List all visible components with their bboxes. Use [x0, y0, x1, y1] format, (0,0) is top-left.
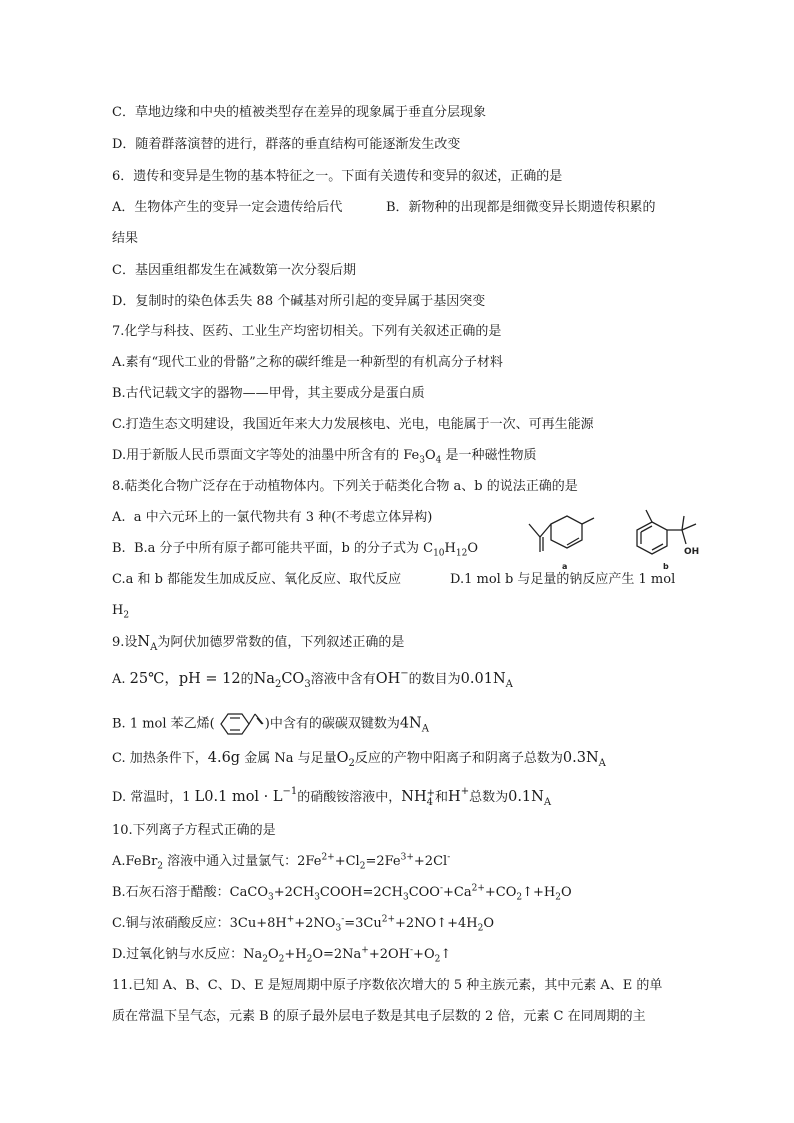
question-7: 7.化学与科技、医药、工业生产均密切相关。下列有关叙述正确的是 [112, 324, 502, 339]
option-6d: D．复制时的染色体丢失 88 个碱基对所引起的变异属于基因突变 [112, 294, 486, 309]
question-11-continued: 质在常温下呈气态，元素 B 的原子最外层电子数是其电子层数的 2 倍，元素 C 在同周期的主 [112, 1009, 646, 1024]
option-10b: B.石灰石溶于醋酸：$CaCO_3+2CH_3COOH=2CH_3COO^-+Ca^{2+}+CO_2↑+H_2O$ [112, 883, 572, 903]
option-8d-continued: $H_2$ [112, 603, 130, 621]
option-6c: C．基因重组都发生在减数第一次分裂后期 [112, 263, 356, 278]
option-10a: A.FeBr$_2$ 溶液中通入过量氯气：$2Fe^{2+}+Cl_2=2Fe^{3+}+2Cl^-$ [112, 852, 451, 872]
option-6b-continued: 结果 [112, 231, 139, 246]
option-8d: D.1 mol b 与足量的钠反应产生 1 mol [450, 572, 676, 587]
option-9b: B. 1 mol 苯乙烯( )中含有的碳碳双键数为$4N_A$ [112, 710, 429, 738]
molecule-a-label: a [562, 562, 568, 571]
option-7d: D.用于新版人民币票面文字等处的油墨中所含有的 $Fe_3O_4$ 是一种磁性物质 [112, 448, 537, 466]
option-7b: B.古代记载文字的器物——甲骨，其主要成分是蛋白质 [112, 386, 425, 401]
option-5c: C．草地边缘和中央的植被类型存在差异的现象属于垂直分层现象 [112, 105, 486, 120]
hydroxyl-label: OH [684, 547, 700, 557]
option-8c: C.a 和 b 都能发生加成反应、氧化反应、取代反应 [112, 572, 402, 587]
option-9d: D. 常温时，1 L0.1 mol · $L^{-1}$的硝酸铵溶液中，NH + 4 和H+总数为$0.1N_A$ [112, 786, 552, 808]
option-9a: A. 25℃，pH = 12的$Na_2CO_3$溶液中含有OH−的数目为$0.01N_A$ [112, 668, 513, 690]
question-6: 6．遗传和变异是生物的基本特征之一。下面有关遗传和变异的叙述，正确的是 [112, 169, 563, 184]
molecule-a [529, 516, 594, 552]
question-11: 11.已知 A、B、C、D、E 是短周期中原子序数依次增大的 5 种主族元素，其中元素 A、E 的单 [112, 978, 663, 993]
option-6b: B．新物种的出现都是细微变异长期遗传积累的 [386, 200, 656, 215]
option-10c: C.铜与浓硝酸反应：$3Cu+8H^++2NO_3^-=3Cu^{2+}+2NO↑+4H_2O$ [112, 914, 495, 934]
styrene-structure [215, 710, 265, 738]
option-5d: D．随着群落演替的进行，群落的垂直结构可能逐渐发生改变 [112, 137, 461, 152]
option-10d: D.过氧化钠与水反应：$Na_2O_2+H_2O=2Na^++2OH^-+O_2↑$ [112, 945, 452, 965]
option-6a: A．生物体产生的变异一定会遗传给后代 [112, 200, 343, 215]
option-8b: B. B.a 分子中所有原子都可能共平面，b 的分子式为 $C_{10}H_{12}O$ [112, 541, 478, 559]
option-7c: C.打造生态文明建设，我国近年来大力发展核电、光电，电能属于一次、可再生能源 [112, 417, 594, 432]
option-8a: A. a 中六元环上的一氯代物共有 3 种(不考虑立体异构) [112, 510, 433, 525]
molecule-b-label: b [663, 562, 669, 571]
question-8: 8.萜类化合物广泛存在于动植物体内。下列关于萜类化合物 a、b 的说法正确的是 [112, 479, 578, 494]
terpene-structures-figure [524, 504, 714, 574]
option-7a: A.素有“现代工业的骨骼”之称的碳纤维是一种新型的有机高分子材料 [112, 355, 503, 370]
option-9c: C. 加热条件下，4.6g 金属 Na 与足量$O_2$反应的产物中阳离子和阴离子总数为$0.3N_A$ [112, 750, 606, 769]
question-9: 9.设$N_A$为阿伏加德罗常数的值，下列叙述正确的是 [112, 634, 405, 653]
question-10: 10.下列离子方程式正确的是 [112, 823, 276, 838]
